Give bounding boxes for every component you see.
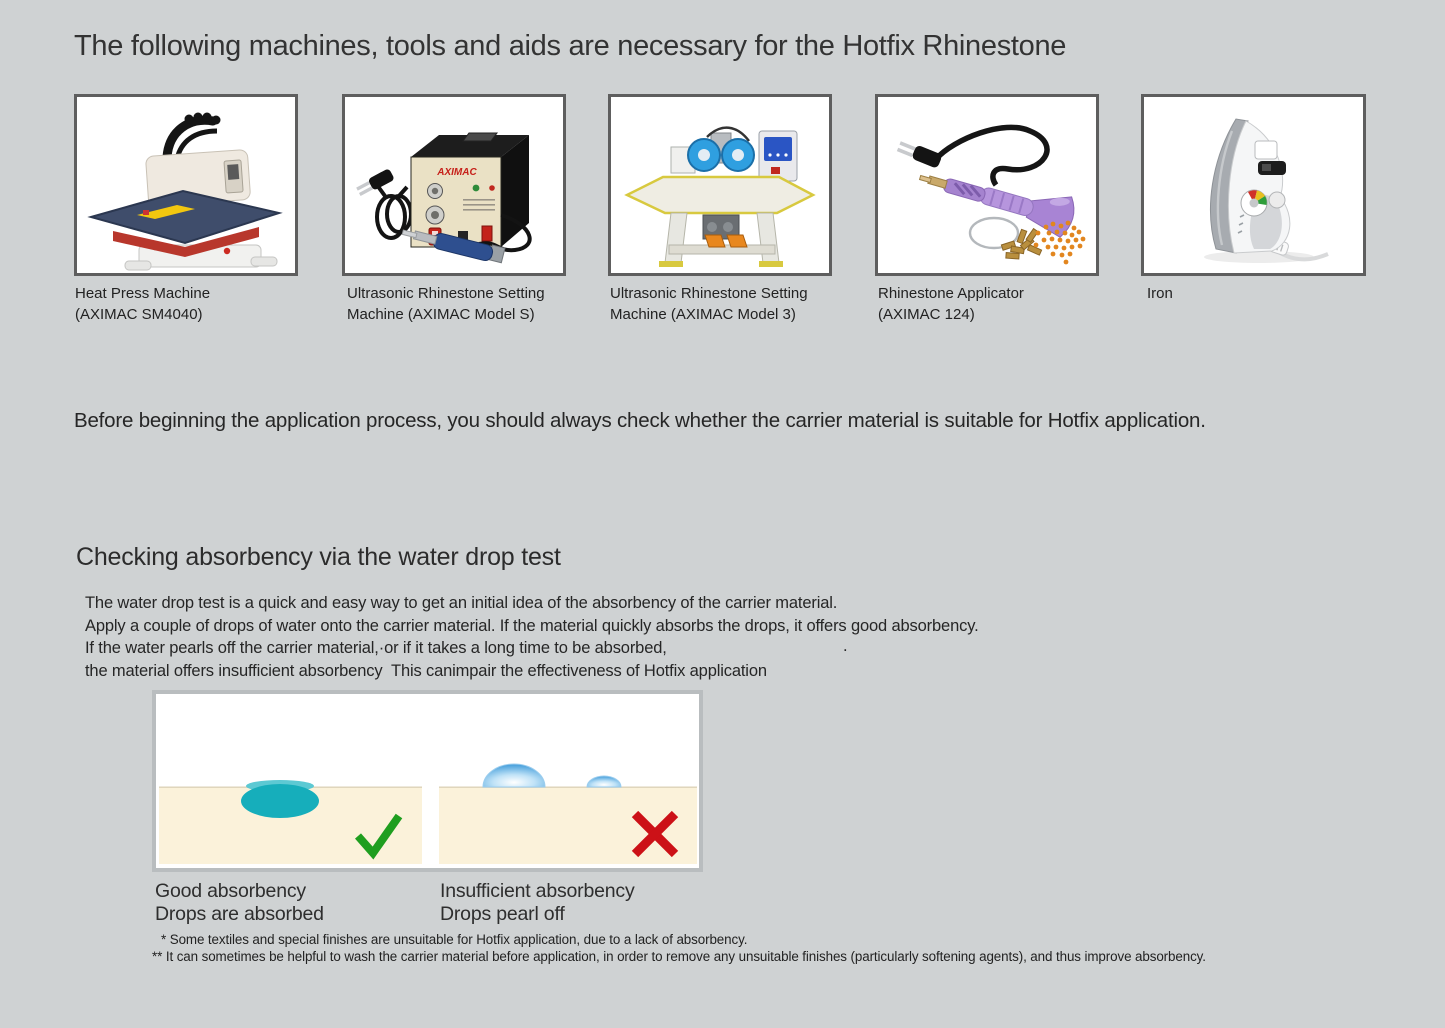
iron-image [1144, 97, 1363, 273]
label-rhinestone-applicator [878, 283, 1108, 325]
label-line: Iron [1147, 285, 1173, 302]
caption-insufficient-absorbency [440, 880, 635, 926]
water-drop-test-diagram [152, 690, 703, 872]
ultrasonic-model-3-image [611, 97, 829, 273]
rhinestone-applicator-image [878, 97, 1096, 273]
label-ultrasonic-model-3 [610, 283, 840, 325]
label-line: Rhinestone Applicator [878, 285, 1024, 302]
insufficient-absorbency-panel [439, 697, 697, 864]
heat-press-image [77, 97, 295, 273]
ultrasonic-model-3-photo-frame [608, 94, 832, 276]
good-absorbency-panel [159, 697, 422, 864]
brand-label: AXIMAC [437, 167, 477, 178]
footnote-1: * Some textiles and special finishes are unsuitable for Hotfix application, due to a lack of absorbency. [161, 932, 748, 947]
label-line: Heat Press Machine [75, 285, 211, 302]
good-absorbency-illustration [159, 697, 422, 864]
section-heading: Checking absorbency via the water drop test [76, 543, 561, 571]
caption-line: Good absorbency [155, 880, 306, 902]
label-line: Machine (AXIMAC Model 3) [610, 306, 796, 323]
intro-paragraph: Before beginning the application process, you should always check whether the carrier material is suitable for Hotfix application. [74, 409, 1206, 432]
body-line: The water drop test is a quick and easy way to get an initial idea of the absorbency of the carrier material. [85, 594, 838, 612]
page-title: The following machines, tools and aids are necessary for the Hotfix Rhinestone [74, 30, 1067, 62]
rhinestone-applicator-photo-frame [875, 94, 1099, 276]
label-line: Ultrasonic Rhinestone Setting [347, 285, 545, 302]
caption-line: Drops are absorbed [155, 903, 324, 925]
label-heat-press [75, 283, 305, 325]
body-line: Apply a couple of drops of water onto the carrier material. If the material quickly absorbs the drops, it offers good absorbency. [85, 616, 979, 635]
label-line: (AXIMAC 124) [878, 306, 975, 323]
ultrasonic-model-s-photo-frame [342, 94, 566, 276]
caption-line: Insufficient absorbency [440, 880, 635, 902]
absorbed-drop [241, 784, 319, 818]
iron-photo-frame [1141, 94, 1366, 276]
label-line: Ultrasonic Rhinestone Setting [610, 285, 808, 302]
heat-press-photo-frame [74, 94, 298, 276]
insufficient-absorbency-illustration [439, 697, 697, 864]
caption-line: Drops pearl off [440, 903, 565, 925]
ultrasonic-model-s-image [345, 97, 563, 273]
footnotes [152, 932, 1206, 965]
label-line: Machine (AXIMAC Model S) [347, 306, 535, 323]
label-iron [1147, 283, 1377, 304]
label-ultrasonic-model-s [347, 283, 577, 325]
footnote-2: ** It can sometimes be helpful to wash the carrier material before application, in order to remove any unsuitable finishes (particularly softening agents), and thus improve absorbency. [152, 948, 1206, 964]
label-line: (AXIMAC SM4040) [75, 306, 203, 323]
caption-good-absorbency [155, 880, 324, 926]
body-line: If the water pearls off the carrier material,·or if it takes a long time to be absorbed, [85, 639, 667, 657]
body-line: the material offers insufficient absorbency This canimpair the effectiveness of Hotfix application [85, 661, 767, 680]
stray-dot: . [843, 637, 848, 655]
